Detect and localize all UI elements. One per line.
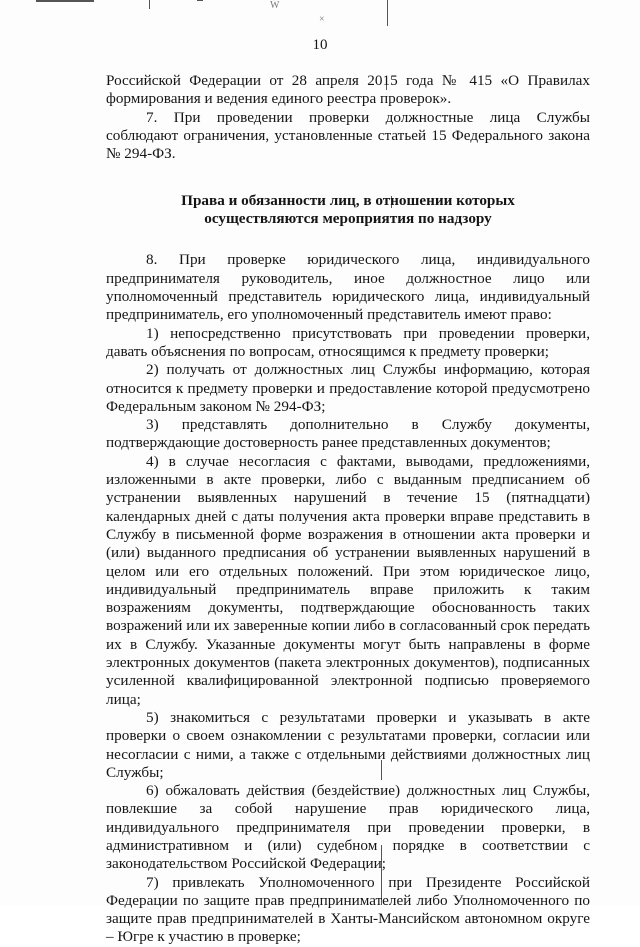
section-heading-line-1: Права и обязанности лиц, в отношении которых	[181, 192, 515, 210]
paragraph-continuation: Российской Федерации от 28 апреля 2015 года № 415 «О Правилах формирования и ведения единого реестра проверок».	[106, 72, 590, 108]
page-number: 10	[312, 37, 328, 53]
section-heading	[106, 192, 590, 228]
scan-artifact-line	[149, 0, 150, 9]
list-item-6: 6) обжаловать действия (бездействие) должностных лиц Службы, повлекшие за собой нарушение прав юридического лица, индивидуального предпринимателя при проведении проверки, в административном и (или) судебном порядке в соответствии с законодательством Российской Федерации;	[106, 782, 590, 873]
list-item-7: 7) привлекать Уполномоченного при Президенте Российской Федерации по защите прав предпринимателей либо Уполномоченного по защите прав предпринимателей в Ханты-Мансийском автономном округе – Югре к участию в проверке;	[106, 873, 590, 946]
scan-artifact-symbol: ×	[319, 14, 325, 25]
list-item-2: 2) получать от должностных лиц Службы информацию, которая относится к предмету проверки и предоставление которой предусмотрено Федеральным законом № 294-ФЗ;	[106, 361, 590, 415]
list-item-3: 3) представлять дополнительно в Службу документы, подтверждающие достоверность ранее представленных документов;	[106, 416, 590, 452]
section-heading-line-2: осуществляются мероприятия по надзору	[204, 210, 492, 228]
list-item-4: 4) в случае несогласия с фактами, выводами, предложениями, изложенными в акте проверки, либо с выданным предписанием об устранении выявленных нарушений в течение 15 (пятнадцати) календарных дней с даты получения акта проверки вправе представить в Службу в письменной форме возражения в отношении акта проверки и (или) выданного предписания об устранении выявленных нарушений в целом или его отдельных положений. При этом юридическое лицо, индивидуальный предприниматель вправе приложить к таким возражениям документы, подтверждающие обоснованность таких возражений или их заверенные копии либо в согласованный срок передать их в Службу. Указанные документы могут быть направлены в форме электронных документов (пакета электронных документов), подписанных усиленной квалифицированной электронной подписью проверяемого лица;	[106, 452, 590, 708]
document-body	[106, 72, 590, 947]
paragraph-8: 8. При проверке юридического лица, индивидуального предпринимателя руководитель, иное должностное лицо или уполномоченный представитель юридического лица, индивидуальный предприниматель, его уполномоченный представитель имеют право:	[106, 251, 590, 324]
scan-artifact-line	[387, 0, 388, 26]
scan-artifact-line	[36, 0, 94, 2]
list-item-5: 5) знакомиться с результатами проверки и указывать в акте проверки о своем ознакомлении с результатами проверки, согласии или несогласии с ними, а также с отдельными действиями должностных лиц Службы;	[106, 708, 590, 781]
paragraph-7: 7. При проведении проверки должностные лица Службы соблюдают ограничения, установленные статьей 15 Федерального закона № 294-ФЗ.	[106, 108, 590, 163]
scan-artifact-line	[197, 0, 203, 1]
list-item-1: 1) непосредственно присутствовать при проведении проверки, давать объяснения по вопросам, относящимся к предмету проверки;	[106, 324, 590, 360]
scan-artifact-text: Ŵ	[270, 0, 280, 11]
